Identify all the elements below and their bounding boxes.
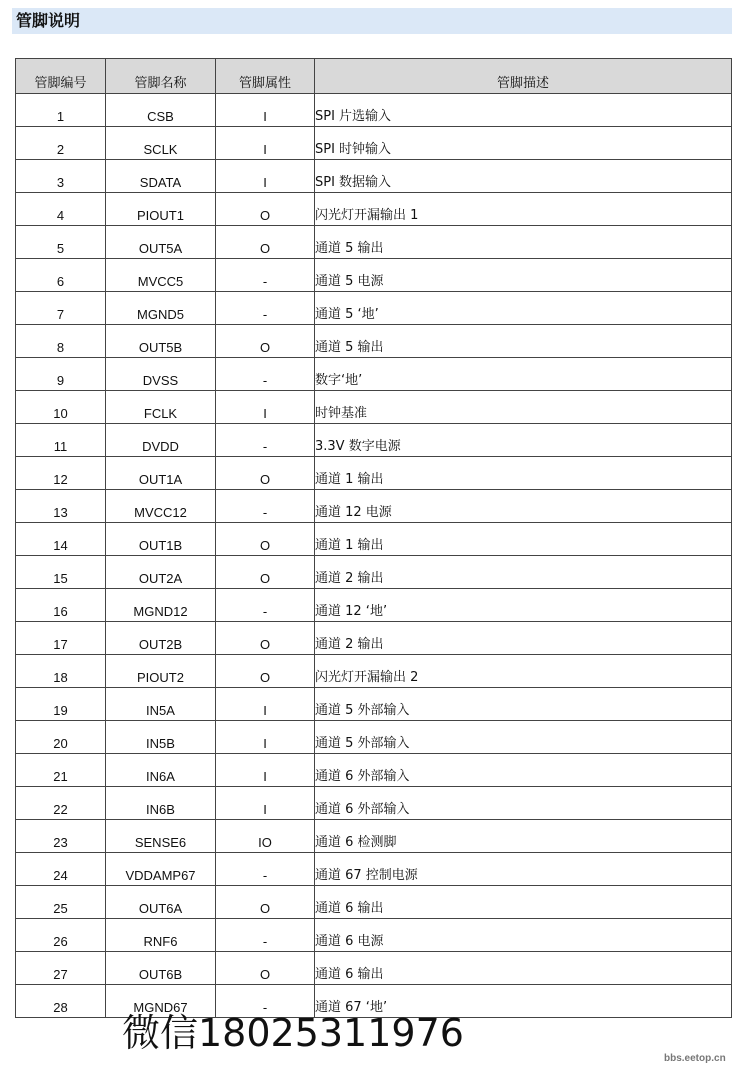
cell-pin-description: 数字‘地’ xyxy=(315,358,732,391)
cell-pin-number: 14 xyxy=(16,523,106,556)
table-row xyxy=(16,523,732,556)
cell-pin-name: SCLK xyxy=(106,127,216,160)
cell-pin-attribute: - xyxy=(216,919,315,952)
pin-table-body xyxy=(16,94,732,1018)
cell-pin-number: 21 xyxy=(16,754,106,787)
cell-pin-attribute: O xyxy=(216,226,315,259)
table-header-row xyxy=(16,59,732,94)
table-row xyxy=(16,259,732,292)
cell-pin-number: 15 xyxy=(16,556,106,589)
table-row xyxy=(16,226,732,259)
table-row xyxy=(16,886,732,919)
cell-pin-number: 28 xyxy=(16,985,106,1018)
cell-pin-name: MGND5 xyxy=(106,292,216,325)
header-pin-name: 管脚名称 xyxy=(106,59,216,94)
cell-pin-number: 8 xyxy=(16,325,106,358)
cell-pin-number: 26 xyxy=(16,919,106,952)
cell-pin-number: 19 xyxy=(16,688,106,721)
cell-pin-attribute: I xyxy=(216,94,315,127)
table-row xyxy=(16,457,732,490)
cell-pin-attribute: - xyxy=(216,589,315,622)
table-row xyxy=(16,622,732,655)
cell-pin-description: 通道 1 输出 xyxy=(315,523,732,556)
cell-pin-attribute: I xyxy=(216,127,315,160)
cell-pin-number: 20 xyxy=(16,721,106,754)
cell-pin-number: 12 xyxy=(16,457,106,490)
section-title: 管脚说明 xyxy=(16,11,81,30)
cell-pin-description: 通道 67 控制电源 xyxy=(315,853,732,886)
cell-pin-description: 通道 6 输出 xyxy=(315,886,732,919)
cell-pin-attribute: O xyxy=(216,523,315,556)
cell-pin-description: 闪光灯开漏输出 2 xyxy=(315,655,732,688)
table-row xyxy=(16,193,732,226)
cell-pin-attribute: O xyxy=(216,655,315,688)
table-row xyxy=(16,820,732,853)
cell-pin-name: OUT1B xyxy=(106,523,216,556)
cell-pin-number: 11 xyxy=(16,424,106,457)
cell-pin-attribute: - xyxy=(216,985,315,1018)
header-pin-attribute: 管脚属性 xyxy=(216,59,315,94)
cell-pin-attribute: I xyxy=(216,721,315,754)
cell-pin-description: 通道 12 ‘地’ xyxy=(315,589,732,622)
table-row xyxy=(16,160,732,193)
table-row xyxy=(16,655,732,688)
cell-pin-name: IN6A xyxy=(106,754,216,787)
header-pin-number: 管脚编号 xyxy=(16,59,106,94)
cell-pin-attribute: O xyxy=(216,622,315,655)
cell-pin-description: 通道 6 外部输入 xyxy=(315,754,732,787)
cell-pin-name: SDATA xyxy=(106,160,216,193)
table-row xyxy=(16,325,732,358)
cell-pin-name: IN5A xyxy=(106,688,216,721)
cell-pin-attribute: O xyxy=(216,325,315,358)
cell-pin-name: SENSE6 xyxy=(106,820,216,853)
table-row xyxy=(16,787,732,820)
table-row xyxy=(16,952,732,985)
table-row xyxy=(16,292,732,325)
cell-pin-description: SPI 时钟输入 xyxy=(315,127,732,160)
cell-pin-attribute: - xyxy=(216,490,315,523)
cell-pin-name: DVSS xyxy=(106,358,216,391)
pin-table xyxy=(15,58,732,1018)
cell-pin-attribute: I xyxy=(216,391,315,424)
cell-pin-name: OUT5B xyxy=(106,325,216,358)
table-row xyxy=(16,688,732,721)
cell-pin-name: OUT6A xyxy=(106,886,216,919)
table-row xyxy=(16,919,732,952)
cell-pin-description: 时钟基准 xyxy=(315,391,732,424)
site-watermark: bbs.eetop.cn xyxy=(664,1053,726,1064)
cell-pin-description: 通道 6 外部输入 xyxy=(315,787,732,820)
cell-pin-name: MGND67 xyxy=(106,985,216,1018)
cell-pin-description: 闪光灯开漏输出 1 xyxy=(315,193,732,226)
cell-pin-name: PIOUT2 xyxy=(106,655,216,688)
cell-pin-name: CSB xyxy=(106,94,216,127)
cell-pin-description: 通道 6 电源 xyxy=(315,919,732,952)
cell-pin-number: 27 xyxy=(16,952,106,985)
cell-pin-description: 3.3V 数字电源 xyxy=(315,424,732,457)
cell-pin-attribute: - xyxy=(216,853,315,886)
cell-pin-description: 通道 5 外部输入 xyxy=(315,688,732,721)
cell-pin-description: 通道 6 检测脚 xyxy=(315,820,732,853)
cell-pin-description: 通道 67 ‘地’ xyxy=(315,985,732,1018)
cell-pin-attribute: I xyxy=(216,160,315,193)
cell-pin-name: IN6B xyxy=(106,787,216,820)
cell-pin-attribute: O xyxy=(216,952,315,985)
cell-pin-attribute: IO xyxy=(216,820,315,853)
cell-pin-number: 13 xyxy=(16,490,106,523)
table-row xyxy=(16,391,732,424)
cell-pin-name: OUT2A xyxy=(106,556,216,589)
cell-pin-description: 通道 12 电源 xyxy=(315,490,732,523)
table-row xyxy=(16,754,732,787)
cell-pin-name: OUT1A xyxy=(106,457,216,490)
table-row xyxy=(16,490,732,523)
section-header xyxy=(12,8,732,34)
cell-pin-description: 通道 2 输出 xyxy=(315,622,732,655)
watermark-text: 微信18025311976 xyxy=(122,1011,464,1055)
cell-pin-attribute: O xyxy=(216,556,315,589)
table-row xyxy=(16,94,732,127)
cell-pin-description: 通道 5 电源 xyxy=(315,259,732,292)
table-row xyxy=(16,721,732,754)
cell-pin-name: VDDAMP67 xyxy=(106,853,216,886)
table-row xyxy=(16,424,732,457)
cell-pin-number: 25 xyxy=(16,886,106,919)
cell-pin-name: MVCC12 xyxy=(106,490,216,523)
cell-pin-number: 3 xyxy=(16,160,106,193)
cell-pin-attribute: I xyxy=(216,787,315,820)
cell-pin-description: 通道 1 输出 xyxy=(315,457,732,490)
cell-pin-description: 通道 5 输出 xyxy=(315,325,732,358)
table-row xyxy=(16,853,732,886)
cell-pin-name: RNF6 xyxy=(106,919,216,952)
cell-pin-description: 通道 5 输出 xyxy=(315,226,732,259)
cell-pin-number: 16 xyxy=(16,589,106,622)
table-row xyxy=(16,127,732,160)
cell-pin-description: 通道 5 ‘地’ xyxy=(315,292,732,325)
cell-pin-number: 24 xyxy=(16,853,106,886)
cell-pin-description: SPI 片选输入 xyxy=(315,94,732,127)
cell-pin-number: 6 xyxy=(16,259,106,292)
cell-pin-attribute: I xyxy=(216,688,315,721)
cell-pin-attribute: O xyxy=(216,457,315,490)
cell-pin-number: 22 xyxy=(16,787,106,820)
table-row xyxy=(16,358,732,391)
cell-pin-number: 9 xyxy=(16,358,106,391)
table-row xyxy=(16,589,732,622)
cell-pin-description: 通道 5 外部输入 xyxy=(315,721,732,754)
cell-pin-number: 4 xyxy=(16,193,106,226)
cell-pin-name: OUT6B xyxy=(106,952,216,985)
cell-pin-number: 7 xyxy=(16,292,106,325)
cell-pin-attribute: - xyxy=(216,292,315,325)
table-row xyxy=(16,556,732,589)
cell-pin-attribute: - xyxy=(216,358,315,391)
cell-pin-number: 1 xyxy=(16,94,106,127)
cell-pin-name: IN5B xyxy=(106,721,216,754)
cell-pin-name: DVDD xyxy=(106,424,216,457)
cell-pin-attribute: O xyxy=(216,193,315,226)
cell-pin-description: SPI 数据输入 xyxy=(315,160,732,193)
cell-pin-attribute: - xyxy=(216,424,315,457)
header-pin-description: 管脚描述 xyxy=(315,59,732,94)
cell-pin-name: MGND12 xyxy=(106,589,216,622)
cell-pin-name: OUT2B xyxy=(106,622,216,655)
cell-pin-number: 5 xyxy=(16,226,106,259)
cell-pin-attribute: - xyxy=(216,259,315,292)
cell-pin-name: FCLK xyxy=(106,391,216,424)
cell-pin-number: 2 xyxy=(16,127,106,160)
cell-pin-description: 通道 2 输出 xyxy=(315,556,732,589)
cell-pin-attribute: I xyxy=(216,754,315,787)
cell-pin-number: 23 xyxy=(16,820,106,853)
cell-pin-name: OUT5A xyxy=(106,226,216,259)
cell-pin-name: PIOUT1 xyxy=(106,193,216,226)
cell-pin-number: 18 xyxy=(16,655,106,688)
cell-pin-attribute: O xyxy=(216,886,315,919)
cell-pin-number: 17 xyxy=(16,622,106,655)
cell-pin-number: 10 xyxy=(16,391,106,424)
cell-pin-description: 通道 6 输出 xyxy=(315,952,732,985)
cell-pin-name: MVCC5 xyxy=(106,259,216,292)
